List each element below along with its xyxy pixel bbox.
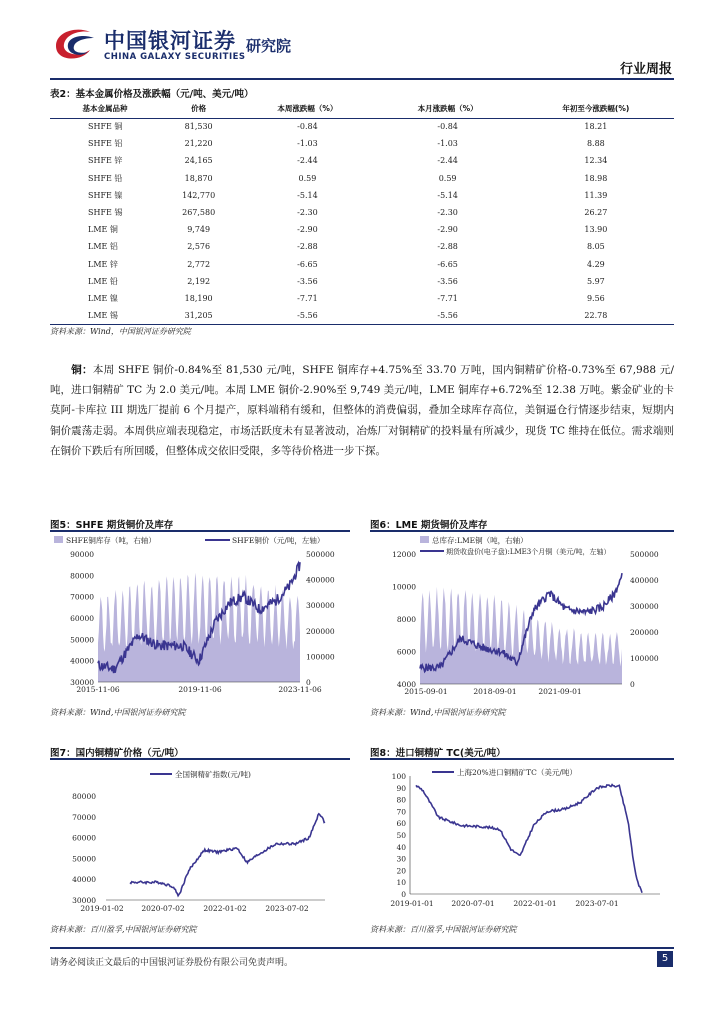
y-tick: 100 bbox=[391, 772, 406, 781]
table-row bbox=[50, 170, 674, 187]
commentary-lead: 铜： bbox=[71, 364, 93, 376]
legend-label: 上海20%进口铜精矿TC（美元/吨） bbox=[457, 768, 577, 777]
table-row bbox=[50, 290, 674, 307]
table-cell: 26.27 bbox=[584, 208, 608, 218]
fig8-source: 资料来源：百川盈孚,中国银河证券研究院 bbox=[370, 925, 517, 934]
table-cell: -2.88 bbox=[297, 242, 318, 252]
header-rule bbox=[50, 78, 674, 80]
table-cell: SHFE 锌 bbox=[88, 156, 123, 166]
table-cell: LME 铅 bbox=[88, 276, 118, 286]
x-tick: 2023-07-02 bbox=[265, 904, 309, 913]
x-tick: 2023-11-06 bbox=[278, 685, 322, 694]
table-cell: 9.56 bbox=[586, 293, 605, 303]
table-row bbox=[50, 135, 674, 152]
table-cell: 9,749 bbox=[187, 225, 211, 235]
x-tick: 2019-01-02 bbox=[80, 904, 124, 913]
table-cell: -2.44 bbox=[437, 156, 458, 166]
fig6-chart bbox=[370, 532, 674, 702]
fig6-title: 图6：LME 期货铜价及库存 bbox=[370, 520, 488, 531]
table-cell: 18,190 bbox=[184, 293, 213, 303]
table-cell: 12.34 bbox=[584, 156, 608, 166]
table-row bbox=[50, 238, 674, 255]
report-type: 行业周报 bbox=[619, 62, 672, 77]
x-tick: 2015-09-01 bbox=[404, 687, 448, 696]
y-right-tick: 0 bbox=[306, 678, 311, 687]
table-col-3: 本月涨跌幅（%） bbox=[378, 100, 518, 118]
y-left-tick: 90000 bbox=[70, 550, 94, 559]
table-cell: 142,770 bbox=[182, 190, 216, 200]
x-tick: 2018-09-01 bbox=[473, 687, 517, 696]
y-left-tick: 50000 bbox=[70, 635, 94, 645]
x-tick: 2019-11-06 bbox=[178, 685, 222, 694]
table-title: 表2：基本金属价格及涨跌幅（元/吨、美元/吨） bbox=[50, 89, 254, 100]
y-tick: 30 bbox=[396, 854, 406, 864]
table-cell: -6.65 bbox=[297, 259, 318, 269]
page-header bbox=[0, 0, 724, 80]
table-cell: -2.90 bbox=[297, 225, 318, 235]
y-left-tick: 70000 bbox=[70, 592, 94, 602]
table-cell: SHFE 镍 bbox=[88, 190, 123, 200]
table-row bbox=[50, 118, 674, 135]
fig7-chart bbox=[50, 760, 350, 920]
table-cell: -1.03 bbox=[437, 139, 458, 149]
y-left-tick: 30000 bbox=[70, 678, 94, 687]
y-left-tick: 60000 bbox=[70, 614, 94, 623]
table-row bbox=[50, 152, 674, 169]
table-cell: LME 锡 bbox=[50, 307, 160, 324]
y-tick: 80 bbox=[396, 795, 406, 805]
table-cell: 24,165 bbox=[184, 156, 213, 166]
table-row bbox=[50, 273, 674, 290]
table-cell: 8.88 bbox=[586, 139, 605, 149]
table-cell: -6.65 bbox=[437, 259, 458, 269]
table-row bbox=[50, 256, 674, 273]
table-cell: 31,205 bbox=[160, 307, 237, 324]
table-row bbox=[50, 221, 674, 238]
y-tick: 60000 bbox=[72, 833, 96, 843]
y-right-tick: 200000 bbox=[630, 628, 659, 637]
table-cell: -2.30 bbox=[297, 208, 318, 218]
fig5-chart bbox=[50, 532, 350, 702]
y-right-tick: 100000 bbox=[306, 652, 335, 662]
table-cell: 81,530 bbox=[184, 122, 213, 132]
y-right-tick: 0 bbox=[630, 680, 635, 689]
y-right-tick: 400000 bbox=[306, 575, 335, 585]
y-tick: 40000 bbox=[72, 875, 96, 885]
y-left-tick: 40000 bbox=[70, 656, 94, 666]
table-cell: 18.21 bbox=[584, 122, 608, 132]
y-right-tick: 200000 bbox=[306, 626, 335, 636]
table-col-1: 价格 bbox=[160, 100, 237, 118]
y-tick: 90 bbox=[396, 783, 406, 793]
y-right-tick: 100000 bbox=[630, 654, 659, 663]
fig5-source: 资料来源：Wind,中国银河证券研究院 bbox=[50, 708, 186, 717]
table-cell: -2.90 bbox=[437, 225, 458, 235]
table-row bbox=[50, 187, 674, 204]
fig6-source: 资料来源：Wind,中国银河证券研究院 bbox=[370, 708, 506, 717]
table-cell: SHFE 铜 bbox=[88, 122, 123, 132]
fig5-title: 图5：SHFE 期货铜价及库存 bbox=[50, 520, 174, 531]
table-cell: 5.97 bbox=[586, 276, 605, 286]
page-number: 5 bbox=[657, 951, 673, 967]
table-cell: -2.44 bbox=[297, 156, 318, 166]
price-line bbox=[130, 814, 325, 896]
y-tick: 80000 bbox=[72, 792, 96, 801]
inventory-area bbox=[420, 587, 622, 684]
table-cell: -7.71 bbox=[297, 293, 318, 303]
fig7-source: 资料来源：百川盈孚,中国银河证券研究院 bbox=[50, 925, 197, 934]
y-right-tick: 500000 bbox=[630, 550, 659, 559]
disclaimer: 请务必阅读正文最后的中国银河证券股份有限公司免责声明。 bbox=[50, 958, 294, 968]
table-cell: 2,192 bbox=[187, 276, 211, 286]
table-source: 资料来源：Wind，中国银河证券研究院 bbox=[50, 327, 191, 336]
table-cell: 21,220 bbox=[184, 139, 213, 149]
x-tick: 2015-11-06 bbox=[76, 685, 120, 694]
x-tick: 2021-09-01 bbox=[538, 687, 582, 696]
table-col-0: 基本金属品种 bbox=[50, 100, 160, 118]
table-cell: -2.30 bbox=[437, 208, 458, 218]
y-right-tick: 300000 bbox=[306, 601, 335, 611]
table-cell: SHFE 铝 bbox=[88, 139, 123, 149]
table-cell: 18.98 bbox=[584, 173, 608, 183]
table-row bbox=[50, 204, 674, 221]
legend-price: SHFE铜价（元/吨，左轴） bbox=[232, 536, 325, 545]
table-col-2: 本周涨跌幅（%） bbox=[237, 100, 377, 118]
table-cell: 0.59 bbox=[298, 173, 317, 183]
y-left-tick: 6000 bbox=[396, 647, 416, 657]
table-cell: 22.78 bbox=[518, 307, 674, 324]
table-row bbox=[50, 307, 674, 324]
x-tick: 2022-01-01 bbox=[513, 899, 557, 908]
y-tick: 70000 bbox=[72, 812, 96, 822]
table-cell: 2,772 bbox=[187, 259, 211, 269]
y-tick: 50000 bbox=[72, 854, 96, 864]
y-tick: 50 bbox=[396, 831, 406, 840]
table-cell: 18,870 bbox=[184, 173, 213, 183]
table-cell: -5.14 bbox=[297, 190, 318, 200]
legend-price: 期货收盘价(电子盘):LME3个月铜（美元/吨，左轴） bbox=[446, 548, 611, 556]
y-tick: 60 bbox=[396, 819, 406, 829]
metal-price-table bbox=[50, 100, 674, 325]
legend-swatch-inventory bbox=[54, 536, 63, 543]
y-tick: 30000 bbox=[72, 896, 96, 905]
fig8-chart bbox=[370, 760, 674, 920]
y-left-tick: 4000 bbox=[396, 680, 416, 689]
table-cell: -0.84 bbox=[297, 122, 318, 132]
table-cell: -3.56 bbox=[437, 276, 458, 286]
fig7-title: 图7：国内铜精矿价格（元/吨） bbox=[50, 748, 184, 759]
x-tick: 2020-07-02 bbox=[141, 904, 185, 913]
tc-line bbox=[416, 785, 642, 893]
y-right-tick: 300000 bbox=[630, 602, 659, 611]
y-left-tick: 10000 bbox=[392, 582, 416, 592]
table-cell: -0.84 bbox=[437, 122, 458, 132]
legend-inventory: SHFE铜库存（吨，右轴） bbox=[66, 536, 156, 545]
y-tick: 10 bbox=[396, 878, 406, 888]
table-cell: 0.59 bbox=[438, 173, 457, 183]
legend-inventory: 总库存:LME铜（吨，右轴） bbox=[432, 536, 528, 545]
x-tick: 2022-01-02 bbox=[203, 904, 247, 913]
y-tick: 0 bbox=[401, 890, 406, 899]
fig8-title: 图8：进口铜精矿 TC(美元/吨） bbox=[370, 748, 506, 759]
x-tick: 2019-01-01 bbox=[390, 899, 434, 908]
copper-commentary bbox=[50, 360, 674, 461]
x-tick: 2020-07-01 bbox=[451, 899, 495, 908]
legend-swatch-inventory bbox=[420, 536, 429, 543]
table-cell: 4.29 bbox=[586, 259, 605, 269]
table-cell: LME 铜 bbox=[88, 225, 118, 235]
table-cell: LME 镍 bbox=[88, 293, 118, 303]
y-right-tick: 400000 bbox=[630, 576, 659, 585]
table-cell: -5.14 bbox=[437, 190, 458, 200]
y-left-tick: 8000 bbox=[396, 615, 416, 624]
table-header-row bbox=[50, 100, 674, 118]
brand-name: 中国银河证券 bbox=[104, 29, 236, 53]
table-cell: -1.03 bbox=[297, 139, 318, 149]
y-left-tick: 12000 bbox=[392, 550, 416, 559]
galaxy-logo-icon bbox=[50, 24, 98, 64]
table-cell: LME 铝 bbox=[88, 242, 118, 252]
y-tick: 40 bbox=[396, 842, 406, 852]
table-cell: -2.88 bbox=[437, 242, 458, 252]
table-cell: -7.71 bbox=[437, 293, 458, 303]
table-cell: 11.39 bbox=[584, 190, 608, 200]
y-tick: 20 bbox=[396, 866, 406, 876]
y-left-tick: 80000 bbox=[70, 571, 94, 581]
commentary-text: 本周 SHFE 铜价-0.84%至 81,530 元/吨，SHFE 铜库存+4.75%至 33.70 万吨，国内铜精矿价格-0.73%至 67,988 元/吨，进口铜精矿 TC 为 2.0 美元/吨。本周 LME 铜价-2.90%至 9,749 美元/吨，LME 铜库存+6.72%至 12.38 万吨。紫金矿业的卡莫阿-卡库拉 III 期选厂提前 6 个月提产，原料端稍有缓和，但整体的消费偏弱，叠加全球库存高位，美铜逼仓行情逐步结束，短期内铜价震荡走弱。本周供应端表现稳定，市场活跃度未有显著波动，冶炼厂对铜精矿的投料量有所减少，现货 TC 维持在低位。需求端则在铜价下跌后有所回暖，但整体成交依旧受限，多等待价格进一步下探。 bbox=[50, 364, 674, 457]
table-col-4: 年初至今涨跌幅(%) bbox=[518, 100, 674, 118]
table-cell: SHFE 锡 bbox=[88, 208, 123, 218]
table-cell: 8.05 bbox=[586, 242, 605, 252]
brand-name-en: CHINA GALAXY SECURITIES bbox=[104, 52, 246, 62]
inventory-area bbox=[98, 573, 300, 682]
y-tick: 70 bbox=[396, 807, 406, 817]
table-cell: -3.56 bbox=[297, 276, 318, 286]
table-cell: -5.56 bbox=[378, 307, 518, 324]
table-cell: LME 锌 bbox=[88, 259, 118, 269]
table-cell: 13.90 bbox=[584, 225, 608, 235]
x-tick: 2023-07-01 bbox=[575, 899, 619, 908]
institute-label: 研究院 bbox=[246, 37, 292, 55]
footer-rule bbox=[50, 947, 674, 949]
table-cell: 2,576 bbox=[187, 242, 211, 252]
table-cell: 267,580 bbox=[182, 208, 216, 218]
legend-label: 全国铜精矿指数(元/吨) bbox=[175, 770, 251, 779]
y-right-tick: 500000 bbox=[306, 550, 335, 559]
table-cell: SHFE 铅 bbox=[88, 173, 123, 183]
table-cell: -5.56 bbox=[237, 307, 377, 324]
